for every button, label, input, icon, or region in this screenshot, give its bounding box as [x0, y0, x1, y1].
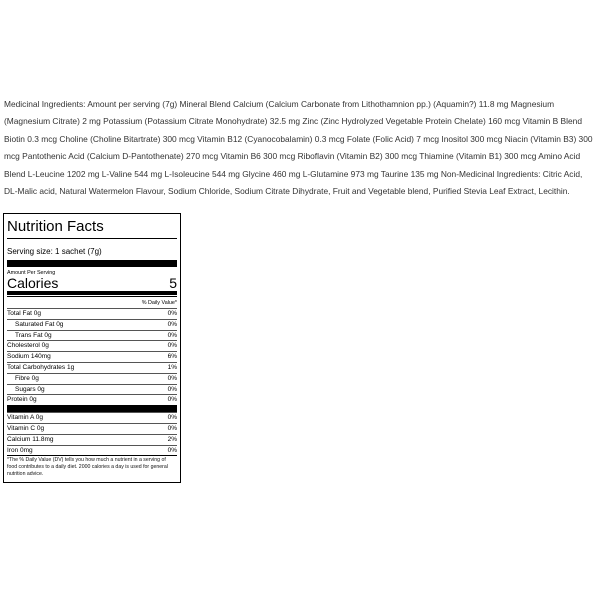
nutrient-label: Fibre 0g	[15, 374, 39, 382]
nutrient-percent: 0%	[167, 342, 177, 350]
thick-divider	[7, 260, 177, 267]
nutrient-percent: 0%	[167, 414, 177, 422]
nutrient-percent: 0%	[167, 320, 177, 328]
nutrient-percent: 0%	[167, 424, 177, 432]
nutrition-facts-title: Nutrition Facts	[7, 218, 104, 235]
nutrient-label: Sugars 0g	[15, 385, 45, 393]
nutrient-row-saturated-fat	[7, 319, 177, 330]
nutrient-label: Cholesterol 0g	[7, 342, 49, 350]
nutrient-label: Calcium 11.8mg	[7, 435, 54, 443]
nutrient-label: Saturated Fat 0g	[15, 320, 64, 328]
nutrient-row-sugars	[7, 384, 177, 395]
nutrient-label: Total Carbohydrates 1g	[7, 363, 75, 371]
nutrient-label: Vitamin A 0g	[7, 414, 44, 422]
nutrient-label: Iron 0mg	[7, 446, 33, 454]
medium-divider	[7, 291, 177, 295]
nutrient-label: Trans Fat 0g	[15, 331, 52, 339]
ingredients-paragraph: Medicinal Ingredients: Amount per serving (7g) Mineral Blend Calcium (Calcium Carbonate from Lithothamnion pp.) (Aquamin?) 11.8 mg Magnesium (Magnesium Citrate) 2 mg Potassium (Potassium Citrate Monohydrate) 32.5 mg Zinc (Zinc Hydrolyzed Vegetable Protein Chelate) 160 mcg Vitamin B Blend Biotin 0.3 mcg Choline (Choline Bitartrate) 300 mcg Vitamin B12 (Cyanocobalamin) 0.3 mcg Folate (Folic Acid) 7 mcg Inositol 300 mcg Niacin (Vitamin B3) 300 mcg Pantothenic Acid (Calcium D-Pantothenate) 270 mcg Vitamin B6 300 mcg Riboflavin (Vitamin B2) 300 mcg Thiamine (Vitamin B1) 300 mcg Amino Acid Blend L-Leucine 1202 mg L-Valine 544 mg L-Isoleucine 544 mg Glycine 460 mg L-Glutamine 973 mg Taurine 135 mg Non-Medicinal Ingredients: Citric Acid, DL-Malic acid, Natural Watermelon Flavour, Sodium Chloride, Sodium Citrate Dihydrate, Fruit and Vegetable blend, Purified Stevia Leaf Extract, Lecithin.	[4, 99, 593, 197]
nutrient-row-vitamin-a	[7, 412, 177, 423]
nutrient-label: Protein 0g	[7, 396, 37, 404]
nutrient-row-fibre	[7, 373, 177, 384]
thick-divider	[7, 405, 177, 412]
nutrient-label: Vitamin C 0g	[7, 424, 45, 432]
nutrient-row-total-carbohydrates	[7, 362, 177, 373]
nutrient-percent: 0%	[167, 396, 177, 404]
daily-value-footnote: *The % Daily Value (DV) tells you how much a nutrient in a serving of food contributes to a daily diet. 2000 calories a day is used for general nutrition advice.	[7, 455, 177, 477]
nutrient-percent: 0%	[167, 331, 177, 339]
nutrient-row-sodium	[7, 351, 177, 362]
calories-label: Calories	[7, 275, 59, 291]
calories-row	[7, 276, 177, 291]
nutrient-percent: 0%	[167, 385, 177, 393]
nutrient-row-calcium	[7, 434, 177, 445]
daily-value-header: % Daily Value*	[7, 296, 177, 308]
nutrition-facts-panel	[3, 213, 181, 483]
nutrient-percent: 0%	[167, 310, 177, 317]
nutrient-row-total-fat	[7, 308, 177, 319]
nutrient-label: Total Fat 0g	[7, 310, 41, 317]
nutrient-row-protein	[7, 394, 177, 405]
amount-per-serving-label: Amount Per Serving	[7, 270, 56, 276]
nutrient-percent: 0%	[167, 446, 177, 454]
nutrient-percent: 0%	[167, 374, 177, 382]
calories-value: 5	[169, 275, 177, 291]
nutrient-row-cholesterol	[7, 340, 177, 351]
nutrient-percent: 1%	[167, 363, 177, 371]
nutrient-row-vitamin-c	[7, 423, 177, 434]
nutrient-percent: 6%	[167, 353, 177, 361]
serving-size: Serving size: 1 sachet (7g)	[7, 238, 177, 260]
nutrient-row-trans-fat	[7, 330, 177, 341]
nutrient-percent: 2%	[167, 435, 177, 443]
nutrient-label: Sodium 140mg	[7, 353, 51, 361]
nutrient-row-iron	[7, 445, 177, 456]
